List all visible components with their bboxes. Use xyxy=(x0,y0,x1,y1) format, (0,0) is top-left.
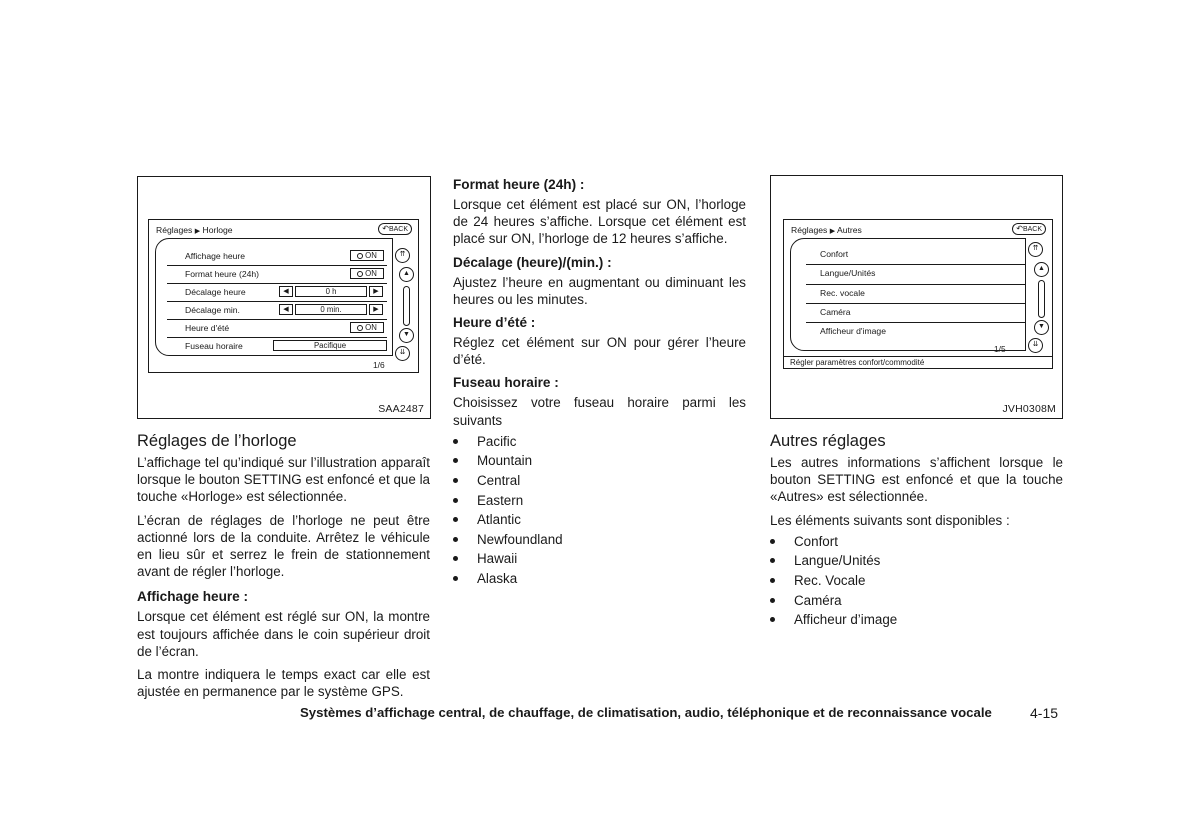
bullet-icon xyxy=(770,598,775,603)
row-label: Langue/Unités xyxy=(820,268,876,278)
scroll-top-icon[interactable]: ⇈ xyxy=(395,248,410,263)
scrollbar[interactable] xyxy=(1038,280,1045,318)
indicator-icon xyxy=(357,271,363,277)
menu-row-decalage-heure[interactable] xyxy=(167,284,387,302)
menu-row-decalage-min[interactable] xyxy=(167,302,387,320)
back-arrow-icon: ↶ xyxy=(1016,224,1023,233)
list-item xyxy=(453,491,746,511)
paragraph: L’écran de réglages de l’horloge ne peut être actionné lors de la conduite. Arrêtez le véhicule en lieu sûr et serrez le frein de stationnement avant de régler l’horloge. xyxy=(137,512,430,580)
decrease-button[interactable]: ◀ xyxy=(279,286,293,297)
list-item xyxy=(770,610,1063,630)
menu-row-camera[interactable] xyxy=(806,304,1026,323)
section-title: Réglages de l’horloge xyxy=(137,432,297,450)
bullet-icon xyxy=(453,458,458,463)
row-label: Affichage heure xyxy=(185,251,246,261)
back-label: BACK xyxy=(388,226,408,233)
back-button[interactable] xyxy=(378,223,412,235)
figure-code: JVH0308M xyxy=(1002,403,1056,415)
bullet-icon xyxy=(453,498,458,503)
breadcrumb-arrow-icon: ▶ xyxy=(829,228,836,235)
menu-row-confort[interactable] xyxy=(806,246,1026,265)
page-number: 4-15 xyxy=(1030,705,1059,721)
back-label: BACK xyxy=(1022,226,1042,233)
available-items-list xyxy=(770,532,1063,630)
clock-settings-screen xyxy=(148,219,419,373)
page-footer-title: Systèmes d’affichage central, de chauffage, de climatisation, audio, téléphonique et de reconnaissance vocale xyxy=(300,705,992,720)
list-item-text: Central xyxy=(477,473,521,489)
list-item-text: Pacific xyxy=(477,433,517,449)
indicator-icon xyxy=(357,325,363,331)
toggle-value: ON xyxy=(365,251,377,260)
row-label: Décalage min. xyxy=(185,305,240,315)
scroll-up-icon[interactable]: ▲ xyxy=(1034,262,1049,277)
row-label: Fuseau horaire xyxy=(185,341,243,351)
figure-code: SAA2487 xyxy=(378,403,424,415)
timezone-list xyxy=(453,432,746,589)
list-item xyxy=(770,551,1063,571)
paragraph: La montre indiquera le temps exact car elle est ajustée en permanence par le système GPS. xyxy=(137,667,430,700)
breadcrumb-arrow-icon: ▶ xyxy=(194,228,201,235)
row-label: Format heure (24h) xyxy=(185,269,260,279)
breadcrumb-main: Réglages xyxy=(791,225,828,235)
list-item-text: Afficheur d’image xyxy=(794,612,898,628)
bullet-icon xyxy=(770,617,775,622)
bullet-icon xyxy=(453,576,458,581)
scroll-bottom-icon[interactable]: ⇊ xyxy=(1028,338,1043,353)
list-item xyxy=(453,510,746,530)
bullet-icon xyxy=(453,478,458,483)
menu-row-format-heure[interactable] xyxy=(167,266,387,284)
paragraph: Lorsque cet élément est placé sur ON, l’horloge de 24 heures s’affiche. Lorsque cet élément est placé sur ON, l’horloge de 12 heures s’affiche. xyxy=(453,197,746,247)
list-item-text: Newfoundland xyxy=(477,531,563,547)
status-bar: Régler paramètres confort/commodité xyxy=(784,356,1052,368)
menu-row-rec-vocale[interactable] xyxy=(806,285,1026,304)
paragraph: Choisissez votre fuseau horaire parmi les suivants xyxy=(453,395,746,428)
column-right xyxy=(770,431,1063,630)
column-middle xyxy=(453,176,746,589)
menu-row-fuseau-horaire[interactable] xyxy=(167,338,387,356)
decrease-button[interactable]: ◀ xyxy=(279,304,293,315)
subheading: Affichage heure : xyxy=(137,589,249,605)
on-toggle[interactable] xyxy=(350,268,384,279)
on-toggle[interactable] xyxy=(350,250,384,261)
bullet-icon xyxy=(453,517,458,522)
subheading: Format heure (24h) : xyxy=(453,177,585,192)
scroll-up-icon[interactable]: ▲ xyxy=(399,267,414,282)
bullet-icon xyxy=(453,439,458,444)
menu-row-afficheur-image[interactable] xyxy=(806,323,1026,342)
paragraph: L’affichage tel qu’indiqué sur l’illustration apparaît lorsque le bouton SETTING est enfoncé et que la touche «Horloge» est sélectionnée. xyxy=(137,455,430,505)
timezone-value[interactable]: Pacifique xyxy=(273,340,387,351)
list-item xyxy=(453,471,746,491)
list-item xyxy=(453,432,746,452)
bullet-icon xyxy=(453,537,458,542)
increase-button[interactable]: ▶ xyxy=(369,304,383,315)
minute-offset-value: 0 min. xyxy=(295,304,367,315)
increase-button[interactable]: ▶ xyxy=(369,286,383,297)
subheading: Décalage (heure)/(min.) : xyxy=(453,254,612,270)
row-label: Afficheur d'image xyxy=(820,326,886,336)
list-item-text: Langue/Unités xyxy=(794,553,881,569)
paragraph: Réglez cet élément sur ON pour gérer l’heure d’été. xyxy=(453,335,746,368)
subheading: Heure d’été : xyxy=(453,315,536,331)
other-settings-figure xyxy=(770,175,1063,419)
paragraph: Les éléments suivants sont disponibles : xyxy=(770,512,1010,528)
row-label: Heure d'été xyxy=(185,323,230,333)
bullet-icon xyxy=(453,556,458,561)
other-settings-screen xyxy=(783,219,1053,369)
row-label: Confort xyxy=(820,249,849,259)
subheading: Fuseau horaire : xyxy=(453,375,559,391)
scroll-down-icon[interactable]: ▼ xyxy=(1034,320,1049,335)
breadcrumb-main: Réglages xyxy=(156,225,193,235)
scroll-top-icon[interactable]: ⇈ xyxy=(1028,242,1043,257)
bullet-icon xyxy=(770,539,775,544)
list-item-text: Hawaii xyxy=(477,551,518,567)
menu-row-affichage-heure[interactable] xyxy=(167,248,387,266)
list-item xyxy=(770,591,1063,611)
list-item-text: Confort xyxy=(794,533,838,549)
indicator-icon xyxy=(357,253,363,259)
hour-offset-value: 0 h xyxy=(295,286,367,297)
list-item-text: Rec. Vocale xyxy=(794,573,866,588)
menu-row-langue-unites[interactable] xyxy=(806,265,1026,285)
bullet-icon xyxy=(770,558,775,563)
breadcrumb-sub: Autres xyxy=(837,225,862,235)
list-item-text: Caméra xyxy=(794,592,842,608)
scrollbar[interactable] xyxy=(403,286,410,326)
list-item-text: Eastern xyxy=(477,492,524,508)
list-item xyxy=(770,532,1063,552)
list-item-text: Atlantic xyxy=(477,512,521,528)
list-item xyxy=(453,451,746,471)
back-button[interactable] xyxy=(1012,223,1046,235)
breadcrumb-sub: Horloge xyxy=(202,225,233,235)
column-left xyxy=(137,431,430,706)
menu-row-heure-ete[interactable] xyxy=(167,320,387,338)
paragraph: Lorsque cet élément est réglé sur ON, la montre est toujours affichée dans le coin supérieur droit de l’écran. xyxy=(137,609,430,659)
scroll-bottom-icon[interactable]: ⇊ xyxy=(395,346,410,361)
on-toggle[interactable] xyxy=(350,322,384,333)
page-indicator: 1/5 xyxy=(994,344,1006,354)
back-arrow-icon: ↶ xyxy=(382,224,389,233)
row-label: Décalage heure xyxy=(185,287,246,297)
toggle-value: ON xyxy=(365,323,377,332)
paragraph: Ajustez l’heure en augmentant ou diminuant les heures ou les minutes. xyxy=(453,274,746,307)
paragraph: Les autres informations s’affichent lorsque le bouton SETTING est enfoncé et que la touche «Autres» est sélectionnée. xyxy=(770,455,1063,505)
list-item xyxy=(453,530,746,550)
toggle-value: ON xyxy=(365,269,377,278)
list-item xyxy=(770,571,1063,591)
page-indicator: 1/6 xyxy=(373,360,385,370)
section-title: Autres réglages xyxy=(770,432,886,450)
list-item xyxy=(453,569,746,589)
list-item xyxy=(453,549,746,569)
clock-settings-figure xyxy=(137,176,431,419)
screen-breadcrumb xyxy=(156,225,233,235)
row-label: Rec. vocale xyxy=(820,288,865,298)
row-label: Caméra xyxy=(820,307,851,317)
list-item-text: Alaska xyxy=(477,570,518,586)
bullet-icon xyxy=(770,578,775,583)
list-item-text: Mountain xyxy=(477,453,533,469)
scroll-down-icon[interactable]: ▼ xyxy=(399,328,414,343)
screen-breadcrumb xyxy=(791,225,862,235)
